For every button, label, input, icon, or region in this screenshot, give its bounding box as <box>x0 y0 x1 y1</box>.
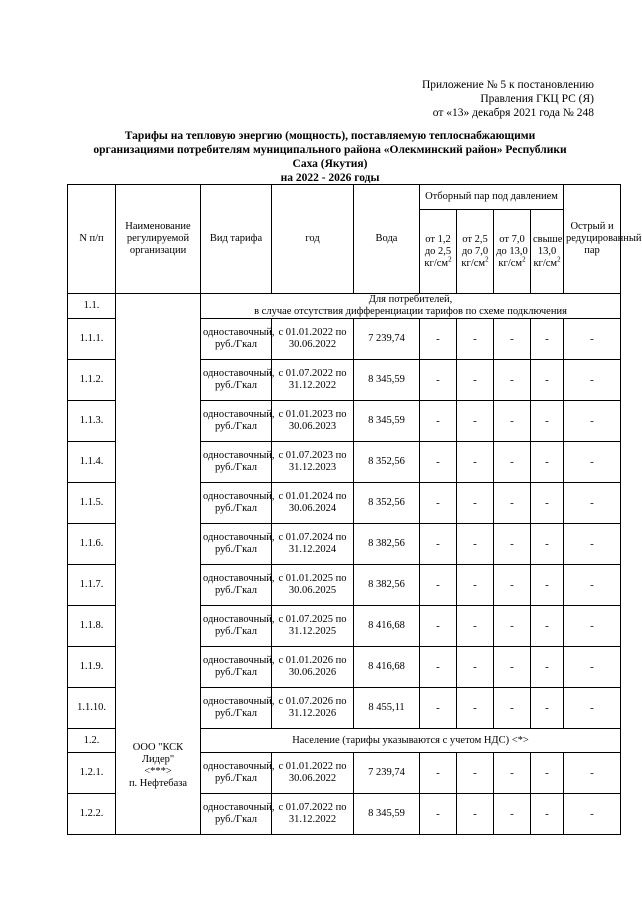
row-number: 1.1.5. <box>68 483 116 524</box>
section-title-line: в случае отсутствия дифференциации тарифов по схеме подключения <box>254 306 567 317</box>
empty-value: - <box>494 753 531 794</box>
water-value: 7 239,74 <box>354 753 420 794</box>
header-pressure-1: от 1,2 до 2,5 $кг/см^2$ <box>420 210 457 294</box>
row-number: 1.1.7. <box>68 565 116 606</box>
tariff-period: с 01.07.2025 по 31.12.2025 <box>272 606 354 647</box>
header-organization: Наименование регулируемой организации <box>116 185 201 294</box>
water-value: 8 382,56 <box>354 565 420 606</box>
tariff-type: одноставочный, руб./Гкал <box>201 565 272 606</box>
empty-value: - <box>494 401 531 442</box>
header-steam-group: Отборный пар под давлением <box>420 185 564 210</box>
empty-value: - <box>564 794 621 835</box>
tariff-period: с 01.07.2022 по 31.12.2022 <box>272 794 354 835</box>
title-line: на 2022 - 2026 годы <box>280 172 380 184</box>
tariff-period: с 01.01.2026 по 30.06.2026 <box>272 647 354 688</box>
tariff-type: одноставочный, руб./Гкал <box>201 319 272 360</box>
empty-value: - <box>494 319 531 360</box>
empty-value: - <box>531 606 564 647</box>
empty-value: - <box>457 606 494 647</box>
row-number: 1.2.2. <box>68 794 116 835</box>
tariff-type: одноставочный, руб./Гкал <box>201 483 272 524</box>
empty-value: - <box>420 753 457 794</box>
empty-value: - <box>494 483 531 524</box>
tariff-period: с 01.01.2022 по 30.06.2022 <box>272 319 354 360</box>
section-title-line: Население (тарифы указываются с учетом НДС) <*> <box>292 734 529 746</box>
title-line: Саха (Якутия) <box>292 158 368 170</box>
empty-value: - <box>564 606 621 647</box>
empty-value: - <box>531 524 564 565</box>
tariff-type: одноставочный, руб./Гкал <box>201 688 272 729</box>
water-value: 8 352,56 <box>354 483 420 524</box>
header-sharp-steam: Острый и редуцированный пар <box>564 185 621 294</box>
header-pressure-2: от 2,5 до 7,0 $кг/см^2$ <box>457 210 494 294</box>
empty-value: - <box>564 524 621 565</box>
appendix-line: Приложение № 5 к постановлению <box>421 79 594 91</box>
empty-value: - <box>494 606 531 647</box>
water-value: 8 416,68 <box>354 647 420 688</box>
tariff-period: с 01.07.2024 по 31.12.2024 <box>272 524 354 565</box>
tariff-type: одноставочный, руб./Гкал <box>201 360 272 401</box>
row-number: 1.1.10. <box>68 688 116 729</box>
tariff-period: с 01.07.2022 по 31.12.2022 <box>272 360 354 401</box>
row-number: 1.2.1. <box>68 753 116 794</box>
empty-value: - <box>420 319 457 360</box>
tariff-period: с 01.07.2023 по 31.12.2023 <box>272 442 354 483</box>
water-value: 8 345,59 <box>354 360 420 401</box>
empty-value: - <box>494 688 531 729</box>
empty-value: - <box>494 647 531 688</box>
empty-value: - <box>531 442 564 483</box>
empty-value: - <box>457 688 494 729</box>
tariff-period: с 01.01.2022 по 30.06.2022 <box>272 753 354 794</box>
row-number: 1.1.8. <box>68 606 116 647</box>
appendix-block <box>294 78 594 120</box>
tariff-type: одноставочный, руб./Гкал <box>201 442 272 483</box>
row-number: 1.1.1. <box>68 319 116 360</box>
empty-value: - <box>494 794 531 835</box>
empty-value: - <box>494 360 531 401</box>
empty-value: - <box>531 401 564 442</box>
tariff-type: одноставочный, руб./Гкал <box>201 794 272 835</box>
empty-value: - <box>420 401 457 442</box>
organization-cell <box>116 294 201 835</box>
header-num: N п/п <box>68 185 116 294</box>
empty-value: - <box>457 483 494 524</box>
row-number: 1.1.4. <box>68 442 116 483</box>
header-year: год <box>272 185 354 294</box>
title-line: Тарифы на тепловую энергию (мощность), поставляемую теплоснабжающими <box>124 130 536 142</box>
empty-value: - <box>564 753 621 794</box>
empty-value: - <box>420 794 457 835</box>
empty-value: - <box>531 319 564 360</box>
row-number: 1.1.6. <box>68 524 116 565</box>
organization-note: <***> <box>144 766 172 777</box>
header-pressure-3: от 7,0 до 13,0 $кг/см^2$ <box>494 210 531 294</box>
empty-value: - <box>457 319 494 360</box>
organization-place: п. Нефтебаза <box>128 778 188 789</box>
water-value: 8 416,68 <box>354 606 420 647</box>
empty-value: - <box>457 524 494 565</box>
row-number: 1.1.3. <box>68 401 116 442</box>
tariff-period: с 01.01.2024 по 30.06.2024 <box>272 483 354 524</box>
empty-value: - <box>420 647 457 688</box>
empty-value: - <box>420 524 457 565</box>
empty-value: - <box>564 442 621 483</box>
water-value: 8 382,56 <box>354 524 420 565</box>
empty-value: - <box>457 360 494 401</box>
tariff-type: одноставочный, руб./Гкал <box>201 647 272 688</box>
row-number: 1.1.9. <box>68 647 116 688</box>
empty-value: - <box>564 647 621 688</box>
water-value: 7 239,74 <box>354 319 420 360</box>
organization-name: ООО "КСК Лидер" <box>132 742 184 765</box>
header-water: Вода <box>354 185 420 294</box>
empty-value: - <box>531 794 564 835</box>
header-tariff-type: Вид тарифа <box>201 185 272 294</box>
empty-value: - <box>494 524 531 565</box>
empty-value: - <box>420 483 457 524</box>
tariff-type: одноставочный, руб./Гкал <box>201 401 272 442</box>
empty-value: - <box>564 319 621 360</box>
section-title-line: Для потребителей, <box>368 294 453 305</box>
empty-value: - <box>494 442 531 483</box>
header-pressure-4: свыше 13,0 $кг/см^2$ <box>531 210 564 294</box>
tariff-type: одноставочный, руб./Гкал <box>201 606 272 647</box>
empty-value: - <box>564 360 621 401</box>
empty-value: - <box>531 565 564 606</box>
empty-value: - <box>564 565 621 606</box>
empty-value: - <box>420 360 457 401</box>
water-value: 8 455,11 <box>354 688 420 729</box>
section-number: 1.2. <box>68 729 116 753</box>
empty-value: - <box>457 753 494 794</box>
water-value: 8 352,56 <box>354 442 420 483</box>
tariff-period: с 01.01.2023 по 30.06.2023 <box>272 401 354 442</box>
empty-value: - <box>564 688 621 729</box>
tariff-table <box>67 184 642 835</box>
title-line: организациями потребителям муниципального района «Олекминский район» Республики <box>93 144 567 156</box>
empty-value: - <box>420 565 457 606</box>
empty-value: - <box>420 606 457 647</box>
water-value: 8 345,59 <box>354 401 420 442</box>
empty-value: - <box>531 753 564 794</box>
empty-value: - <box>457 647 494 688</box>
water-value: 8 345,59 <box>354 794 420 835</box>
tariff-period: с 01.07.2026 по 31.12.2026 <box>272 688 354 729</box>
section-row <box>68 294 621 319</box>
empty-value: - <box>457 442 494 483</box>
section-title <box>201 294 621 319</box>
empty-value: - <box>531 483 564 524</box>
empty-value: - <box>531 647 564 688</box>
empty-value: - <box>531 688 564 729</box>
empty-value: - <box>564 483 621 524</box>
section-title <box>201 729 621 753</box>
document-title <box>70 129 590 185</box>
appendix-line: от «13» декабря 2021 года № 248 <box>432 107 594 119</box>
empty-value: - <box>531 360 564 401</box>
section-number: 1.1. <box>68 294 116 319</box>
tariff-period: с 01.01.2025 по 30.06.2025 <box>272 565 354 606</box>
empty-value: - <box>494 565 531 606</box>
empty-value: - <box>457 565 494 606</box>
tariff-type: одноставочный, руб./Гкал <box>201 524 272 565</box>
empty-value: - <box>420 688 457 729</box>
row-number: 1.1.2. <box>68 360 116 401</box>
appendix-line: Правления ГКЦ РС (Я) <box>480 93 594 105</box>
empty-value: - <box>457 401 494 442</box>
empty-value: - <box>564 401 621 442</box>
tariff-type: одноставочный, руб./Гкал <box>201 753 272 794</box>
empty-value: - <box>420 442 457 483</box>
empty-value: - <box>457 794 494 835</box>
